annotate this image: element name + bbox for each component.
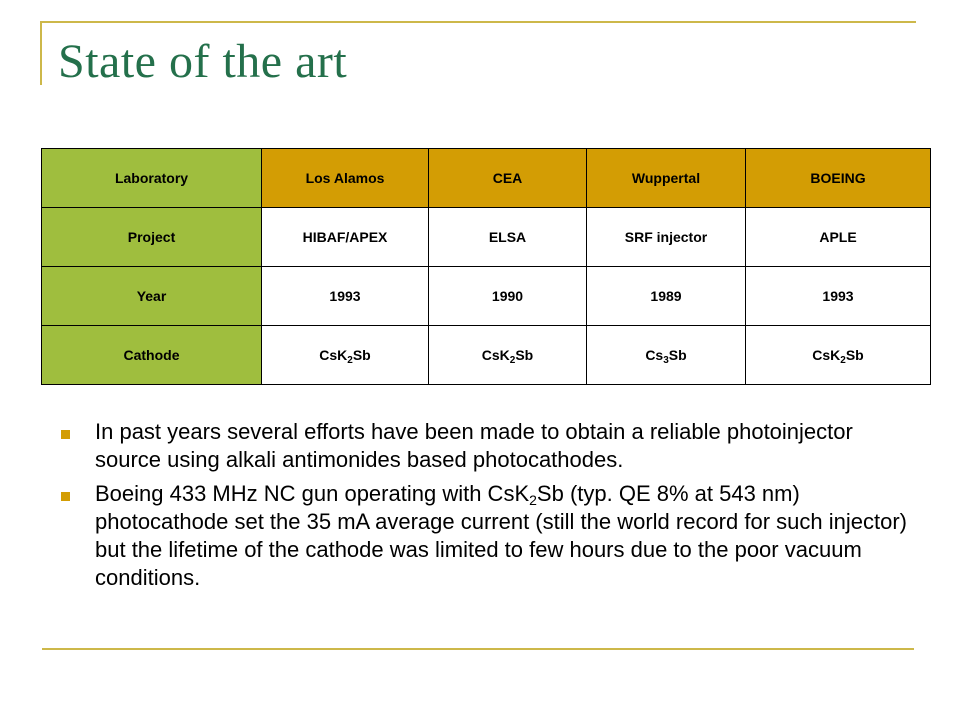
- table-row-year: [42, 267, 931, 326]
- bullet-text-1: In past years several efforts have been made to obtain a reliable photoinjector source using alkali antimonides based photocathodes.: [95, 419, 853, 472]
- table-cell: 1989: [587, 267, 746, 326]
- header-cea: CEA: [429, 149, 587, 208]
- slide-title: State of the art: [58, 35, 348, 88]
- table-header-row: [42, 149, 931, 208]
- state-of-art-table: [41, 148, 931, 385]
- table-cell: HIBAF/APEX: [262, 208, 429, 267]
- table-row-cathode: [42, 326, 931, 385]
- table-cell: $Cs_3Sb$: [587, 326, 746, 385]
- top-accent-rule: [40, 21, 916, 23]
- left-accent-rule: [40, 21, 42, 85]
- square-bullet-icon: [61, 430, 70, 439]
- header-wuppertal: Wuppertal: [587, 149, 746, 208]
- bullet-item-2: [60, 480, 912, 592]
- header-los-alamos: Los Alamos: [262, 149, 429, 208]
- table-cell: SRF injector: [587, 208, 746, 267]
- table-cell: 1993: [262, 267, 429, 326]
- table-cell: ELSA: [429, 208, 587, 267]
- table-cell: 1993: [746, 267, 931, 326]
- bottom-accent-rule: [42, 648, 914, 650]
- table-cell: CsK$_2$Sb: [262, 326, 429, 385]
- row-label-year: Year: [42, 267, 262, 326]
- table-cell: APLE: [746, 208, 931, 267]
- table-cell: 1990: [429, 267, 587, 326]
- header-laboratory: Laboratory: [42, 149, 262, 208]
- table-cell: CsK$_2$Sb: [746, 326, 931, 385]
- bullet-item-1: [60, 418, 912, 474]
- table-row-project: [42, 208, 931, 267]
- square-bullet-icon: [61, 492, 70, 501]
- row-label-cathode: Cathode: [42, 326, 262, 385]
- bullet-text-2: Boeing 433 MHz NC gun operating with CsK$_2$Sb (typ. QE 8% at 543 nm) photocathode set the 35 mA average current (still the world record for such injector) but the lifetime of the cathode was limited to few hours due to the poor vacuum conditions.: [95, 481, 907, 590]
- bullet-list: [60, 418, 912, 598]
- table-cell: CsK$_2$Sb: [429, 326, 587, 385]
- header-boeing: BOEING: [746, 149, 931, 208]
- row-label-project: Project: [42, 208, 262, 267]
